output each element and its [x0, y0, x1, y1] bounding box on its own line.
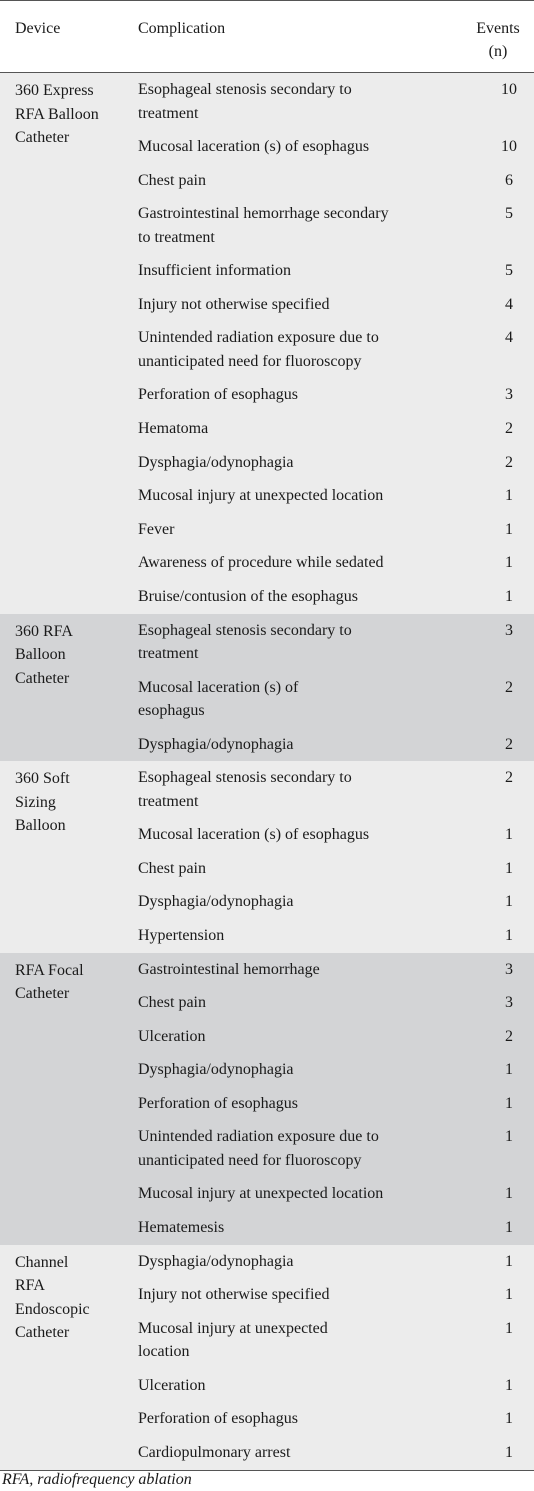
footnote: RFA, radiofrequency ablation	[2, 1471, 192, 1488]
complication-line: Ulceration	[138, 1376, 206, 1394]
header-events	[446, 1, 534, 72]
events-cell: 2	[505, 419, 513, 437]
complication-cell	[123, 1374, 446, 1403]
device-name-line: Channel	[15, 1253, 69, 1271]
table-row	[123, 919, 534, 953]
table-row	[123, 130, 534, 164]
complication-cell	[123, 924, 446, 953]
table-row	[123, 580, 534, 614]
complication-cell	[123, 1283, 446, 1312]
complication-line: unanticipated need for fluoroscopy	[138, 352, 362, 370]
device-group	[0, 614, 534, 762]
events-cell: 2	[505, 678, 513, 696]
table-row	[123, 1245, 534, 1279]
complication-line: Chest pain	[138, 994, 206, 1012]
events-cell: 3	[505, 621, 513, 639]
complication-line: Hematoma	[138, 419, 209, 437]
events-cell: 2	[505, 769, 513, 787]
events-cell: 1	[505, 1444, 513, 1462]
device-name-line: Balloon	[15, 646, 66, 664]
device-group	[0, 1245, 534, 1470]
complication-line: Bruise/contusion of the esophagus	[138, 587, 358, 605]
table-row	[123, 1369, 534, 1403]
complication-cell	[123, 958, 446, 987]
table-row	[123, 885, 534, 919]
device-name-line: RFA	[15, 1277, 45, 1295]
device-group	[0, 761, 534, 952]
table-row	[123, 1402, 534, 1436]
complication-line: Dysphagia/odynophagia	[138, 735, 294, 753]
device-rows	[123, 73, 534, 614]
table-row	[123, 254, 534, 288]
complication-line: Dysphagia/odynophagia	[138, 1061, 294, 1079]
events-cell: 6	[505, 171, 513, 189]
complication-cell	[123, 1407, 446, 1436]
complication-cell	[123, 1216, 446, 1245]
complication-line: Mucosal injury at unexpected location	[138, 487, 384, 505]
complication-line: Esophageal stenosis secondary to	[138, 769, 352, 787]
complication-line: Hematemesis	[138, 1219, 225, 1237]
header-events-line1: Events	[476, 20, 520, 37]
table-row	[123, 321, 534, 378]
device-name-line: Catheter	[15, 669, 70, 687]
events-cell: 2	[505, 735, 513, 753]
complication-line: esophagus	[138, 702, 205, 720]
events-cell: 10	[501, 81, 517, 98]
device-name-line: RFA Balloon	[15, 105, 99, 123]
events-cell: 1	[505, 1185, 513, 1203]
complication-line: Gastrointestinal hemorrhage secondary	[138, 205, 389, 223]
complication-cell	[123, 857, 446, 886]
events-cell: 1	[505, 826, 513, 844]
complication-line: Dysphagia/odynophagia	[138, 1252, 294, 1270]
complication-cell	[123, 259, 446, 288]
complication-line: Insufficient information	[138, 262, 291, 280]
table-row	[123, 1087, 534, 1121]
device-rows	[123, 1245, 534, 1470]
complication-line: to treatment	[138, 228, 215, 246]
device-rows	[123, 614, 534, 762]
complication-line: Chest pain	[138, 171, 206, 189]
table-row	[123, 852, 534, 886]
events-cell: 3	[505, 386, 513, 404]
events-cell: 10	[501, 138, 517, 155]
device-rows	[123, 761, 534, 952]
complication-cell	[123, 1058, 446, 1087]
complication-cell	[123, 1125, 446, 1177]
device-name-line: 360 Soft	[15, 770, 70, 788]
complication-cell	[123, 135, 446, 164]
complication-cell	[123, 1250, 446, 1279]
table-row	[123, 1177, 534, 1211]
table-row	[123, 671, 534, 728]
complication-cell	[123, 451, 446, 480]
complication-line: Mucosal injury at unexpected location	[138, 1185, 384, 1203]
complication-line: treatment	[138, 792, 199, 810]
device-name-line: RFA Focal	[15, 961, 84, 979]
complication-cell	[123, 676, 446, 728]
table-row	[123, 1053, 534, 1087]
table-row	[123, 446, 534, 480]
complication-cell	[123, 1441, 446, 1470]
device-rows	[123, 953, 534, 1245]
complication-line: Unintended radiation exposure due to	[138, 329, 379, 347]
complication-cell	[123, 619, 446, 671]
complication-line: Injury not otherwise specified	[138, 295, 330, 313]
complication-line: Awareness of procedure while sedated	[138, 554, 384, 572]
complication-line: Perforation of esophagus	[138, 1094, 298, 1112]
complication-line: Dysphagia/odynophagia	[138, 453, 294, 471]
table-body	[0, 73, 534, 1470]
events-cell: 2	[505, 453, 513, 471]
complication-line: Mucosal laceration (s) of esophagus	[138, 826, 370, 844]
table-row	[123, 479, 534, 513]
complication-cell	[123, 733, 446, 762]
complication-line: Mucosal laceration (s) of esophagus	[138, 138, 370, 155]
complication-cell	[123, 1317, 446, 1369]
complication-cell	[123, 823, 446, 852]
header-complication: Complication	[138, 20, 226, 37]
table-row	[123, 1278, 534, 1312]
device-name	[0, 1245, 123, 1470]
device-name	[0, 73, 123, 614]
table-row	[123, 986, 534, 1020]
complication-line: Mucosal injury at unexpected	[138, 1319, 328, 1337]
device-name-line: Sizing	[15, 793, 56, 811]
events-cell: 5	[505, 262, 513, 280]
events-cell: 2	[505, 1027, 513, 1045]
device-name	[0, 761, 123, 952]
table-row	[123, 288, 534, 322]
device-name	[0, 614, 123, 762]
table-row	[123, 197, 534, 254]
complication-line: location	[138, 1343, 190, 1361]
device-group	[0, 73, 534, 614]
complication-cell	[123, 169, 446, 198]
complication-cell	[123, 417, 446, 446]
table-row	[123, 164, 534, 198]
complication-line: Dysphagia/odynophagia	[138, 893, 294, 911]
device-group	[0, 953, 534, 1245]
header-device: Device	[15, 20, 61, 37]
events-cell: 1	[505, 1319, 513, 1337]
events-cell: 1	[505, 587, 513, 605]
table-row	[123, 728, 534, 762]
complication-line: treatment	[138, 104, 199, 122]
complication-cell	[123, 551, 446, 580]
complication-cell	[123, 991, 446, 1020]
table-row	[123, 953, 534, 987]
complication-line: Injury not otherwise specified	[138, 1286, 330, 1304]
complication-cell	[123, 890, 446, 919]
table-row	[123, 1211, 534, 1245]
events-cell: 4	[505, 329, 513, 347]
complication-line: Ulceration	[138, 1027, 206, 1045]
events-cell: 1	[505, 1376, 513, 1394]
table-row	[123, 73, 534, 130]
events-cell: 1	[505, 554, 513, 572]
events-cell: 1	[505, 859, 513, 877]
complication-cell	[123, 585, 446, 614]
device-name-line: 360 Express	[15, 82, 94, 99]
table-row	[123, 1436, 534, 1470]
complication-line: Gastrointestinal hemorrhage	[138, 960, 320, 978]
events-cell: 1	[505, 487, 513, 505]
complication-cell	[123, 1182, 446, 1211]
table-row	[123, 761, 534, 818]
table-row	[123, 412, 534, 446]
events-cell: 1	[505, 1094, 513, 1112]
table-row	[123, 818, 534, 852]
complication-line: Perforation of esophagus	[138, 1410, 298, 1428]
complication-line: Unintended radiation exposure due to	[138, 1128, 379, 1146]
header-events-line2: (n)	[488, 43, 508, 60]
events-cell: 5	[505, 205, 513, 223]
events-cell: 1	[505, 1128, 513, 1146]
complication-line: Chest pain	[138, 859, 206, 877]
complication-cell	[123, 326, 446, 378]
complication-line: Perforation of esophagus	[138, 386, 298, 404]
table-row	[123, 546, 534, 580]
complication-cell	[123, 766, 446, 818]
events-cell: 3	[505, 994, 513, 1012]
device-name-line: 360 RFA	[15, 622, 73, 640]
events-cell: 3	[505, 960, 513, 978]
table-row	[123, 1120, 534, 1177]
events-cell: 1	[505, 1252, 513, 1270]
device-name-line: Balloon	[15, 817, 66, 835]
complication-cell	[123, 1025, 446, 1054]
events-cell: 1	[505, 1410, 513, 1428]
complication-line: Esophageal stenosis secondary to	[138, 81, 352, 98]
events-cell: 1	[505, 893, 513, 911]
complication-cell	[123, 1092, 446, 1121]
complication-line: Mucosal laceration (s) of	[138, 678, 299, 696]
table-row	[123, 513, 534, 547]
complication-line: treatment	[138, 645, 199, 663]
events-cell: 4	[505, 295, 513, 313]
complication-cell	[123, 484, 446, 513]
device-name-line: Catheter	[15, 985, 70, 1002]
table-header	[0, 1, 534, 73]
complication-line: Esophageal stenosis secondary to	[138, 621, 352, 639]
complication-line: Fever	[138, 520, 175, 538]
complication-line: Cardiopulmonary arrest	[138, 1444, 291, 1462]
complication-cell	[123, 383, 446, 412]
device-name	[0, 953, 123, 1245]
table-row	[123, 1020, 534, 1054]
complication-line: Hypertension	[138, 926, 225, 944]
device-name-line: Catheter	[15, 1324, 70, 1342]
events-cell: 1	[505, 1219, 513, 1237]
table-row	[123, 1312, 534, 1369]
table-row	[123, 378, 534, 412]
complication-cell	[123, 518, 446, 547]
complication-cell	[123, 293, 446, 322]
complication-cell	[123, 202, 446, 254]
events-cell: 1	[505, 926, 513, 944]
complication-cell	[123, 78, 446, 130]
events-cell: 1	[505, 1286, 513, 1304]
events-cell: 1	[505, 520, 513, 538]
events-cell: 1	[505, 1061, 513, 1079]
device-name-line: Catheter	[15, 129, 70, 146]
table-row	[123, 614, 534, 671]
complication-line: unanticipated need for fluoroscopy	[138, 1151, 362, 1169]
device-name-line: Endoscopic	[15, 1300, 90, 1318]
